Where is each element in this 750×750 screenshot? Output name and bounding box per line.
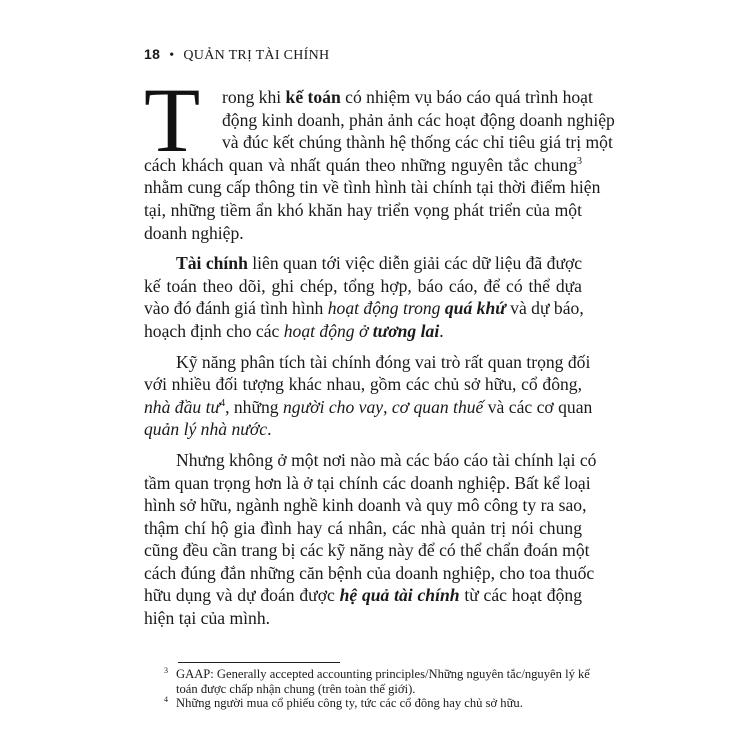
text-run: Nhưng không ở một nơi nào mà các báo cáo tài chính lại có <box>176 449 597 470</box>
text-run: rong khi <box>222 87 286 107</box>
text-run: hoạt động trong <box>327 298 445 319</box>
text-line <box>144 396 593 419</box>
text-line <box>222 86 593 109</box>
footnote-mark: 3 <box>164 666 168 675</box>
footnote-divider <box>178 662 340 663</box>
text-run: và đúc kết chúng thành hệ thống các chỉ tiêu giá trị một <box>222 132 613 153</box>
text-run: quản lý nhà nước <box>144 419 268 440</box>
text-run: hữu dụng và dự đoán được <box>144 585 340 606</box>
text-line <box>222 109 615 132</box>
drop-cap: T <box>144 69 201 171</box>
text-run: Kỹ năng phân tích tài chính đóng vai trò rất quan trọng đối <box>176 351 591 372</box>
text-run: hiện tại của mình. <box>144 608 271 629</box>
text-run: cũng đều cần trang bị các kỹ năng này để có thể chẩn đoán một <box>144 540 590 561</box>
footnote-4 <box>164 695 596 711</box>
text-line <box>144 176 601 199</box>
paragraph-accounting <box>144 69 615 244</box>
text-run: . <box>439 320 444 341</box>
text-line <box>144 373 582 396</box>
text-run: Tài chính <box>176 253 248 274</box>
text-line <box>144 472 591 495</box>
text-run: và dự báo, <box>505 298 584 319</box>
text-run: quá khứ <box>444 298 506 319</box>
footnote-3 <box>164 666 596 696</box>
text-run: người cho vay <box>282 396 384 417</box>
text-run: nhằm cung cấp thông tin về tình hình tài chính tại thời điểm hiện <box>144 177 601 198</box>
text-run: cách đúng đắn những căn bệnh của doanh nghiệp, cho toa thuốc <box>144 562 595 583</box>
text-run: kế toán <box>285 87 341 107</box>
text-run: và các cơ quan <box>483 396 593 417</box>
text-run: tương lai <box>372 320 440 341</box>
footnotes <box>164 666 596 711</box>
header-separator: • <box>169 48 175 63</box>
text-line <box>144 351 591 374</box>
text-run: hệ quả tài chính <box>339 585 460 606</box>
text-line <box>144 494 587 517</box>
text-line <box>144 252 582 275</box>
text-line <box>144 297 582 320</box>
text-run: hoạt động ở <box>283 320 373 341</box>
text-run: , những <box>225 396 283 417</box>
text-line <box>144 222 582 245</box>
text-line <box>144 275 582 298</box>
text-run: cách khách quan và nhất quán theo những nguyên tắc chung <box>144 154 577 175</box>
text-run: tại, những tiềm ẩn khó khăn hay triển vọng phát triển của một <box>144 199 582 220</box>
paragraph-finance <box>144 252 582 342</box>
text-run: nhà đầu tư <box>144 396 221 417</box>
text-line <box>144 607 582 630</box>
page-number: 18 <box>144 46 161 62</box>
text-line <box>144 517 582 540</box>
body-text <box>144 69 615 638</box>
text-line <box>144 449 597 472</box>
text-run: thậm chí hộ gia đình hay cá nhân, các nhà quản trị nói chung <box>144 517 582 538</box>
text-run: vào đó đánh giá tình hình <box>144 298 328 319</box>
text-line <box>144 199 582 222</box>
text-run: liên quan tới việc diễn giải các dữ liệu đã được <box>247 253 583 274</box>
text-run: từ các hoạt động <box>459 585 582 606</box>
footnote-reference: 3 <box>577 155 582 167</box>
text-line <box>144 418 582 441</box>
text-line <box>144 584 582 607</box>
text-run: hoạch định cho các <box>144 320 284 341</box>
text-line <box>144 562 595 585</box>
footnote-text: GAAP: Generally accepted accounting principles/Những nguyên tắc/nguyên lý kế toán được chấp nhận chung (trên toàn thế giới). <box>176 667 590 696</box>
text-run: kế toán theo dõi, ghi chép, tổng hợp, báo cáo, để có thể dựa <box>144 275 582 296</box>
running-header <box>144 46 329 64</box>
text-run: doanh nghiệp. <box>144 222 244 243</box>
text-run: với nhiều đối tượng khác nhau, gồm các chủ sở hữu, cổ đông, <box>144 374 582 395</box>
text-run: có nhiệm vụ báo cáo quá trình hoạt <box>340 87 593 107</box>
text-line <box>222 131 613 154</box>
text-run: tầm quan trọng hơn là ở tại chính các doanh nghiệp. Bất kể loại <box>144 472 591 493</box>
footnote-text: Những người mua cổ phiếu công ty, tức các cổ đông hay chủ sở hữu. <box>176 696 523 710</box>
footnote-reference: 4 <box>220 397 226 409</box>
text-run: . <box>267 419 272 440</box>
chapter-title: QUẢN TRỊ TÀI CHÍNH <box>183 48 330 63</box>
paragraph-importance <box>144 449 597 630</box>
text-line <box>144 539 590 562</box>
text-run: động kinh doanh, phản ảnh các hoạt động doanh nghiệp <box>222 109 615 130</box>
text-run: cơ quan thuế <box>391 396 484 417</box>
text-run: hình sở hữu, ngành nghề kinh doanh và quy mô công ty ra sao, <box>144 495 587 516</box>
text-line <box>144 154 582 177</box>
text-run: , <box>383 396 392 417</box>
footnote-mark: 4 <box>164 695 168 704</box>
text-line <box>144 320 582 343</box>
paragraph-analysis-skills <box>144 351 593 441</box>
